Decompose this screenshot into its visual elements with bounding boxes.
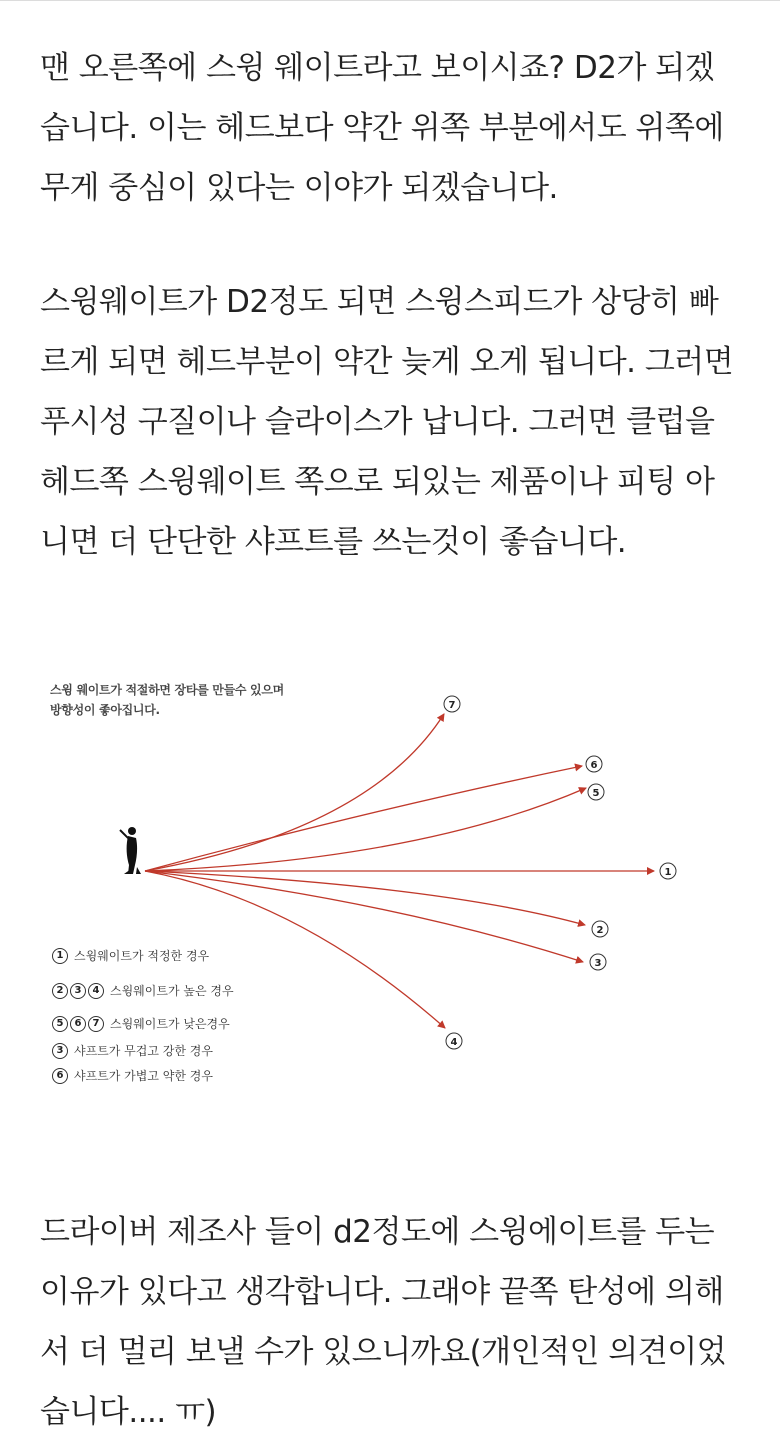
legend-marker: 4	[88, 983, 104, 999]
trajectory-arrow-3	[145, 871, 583, 962]
legend-marker: 6	[70, 1016, 86, 1032]
legend-marker: 3	[52, 1043, 68, 1059]
trajectory-label-2: 2	[596, 925, 604, 936]
legend-markers	[52, 948, 68, 964]
legend-text: 스윙웨이트가 높은 경우	[110, 984, 234, 998]
golfer-silhouette-icon	[120, 827, 141, 874]
trajectory-label-7: 7	[448, 700, 456, 711]
legend-marker: 5	[52, 1016, 68, 1032]
paragraph-3: 드라이버 제조사 들이 d2정도에 스윙에이트를 두는 이유가 있다고 생각합니다. 그래야 끝쪽 탄성에 의해 서 더 멀리 보낼 수가 있으니까요(개인적인 의견이었 습니다.... ㅠ)	[40, 1214, 727, 1430]
legend-markers	[52, 1068, 68, 1084]
legend-text: 샤프트가 가볍고 약한 경우	[74, 1069, 213, 1083]
legend-markers	[52, 983, 104, 999]
top-divider	[0, 0, 780, 1]
trajectory-label-5: 5	[592, 788, 600, 799]
legend-text: 스윙웨이트가 적정한 경우	[74, 949, 210, 963]
legend-row	[52, 982, 234, 999]
legend-text: 샤프트가 무겁고 강한 경우	[74, 1044, 213, 1058]
legend-text: 스윙웨이트가 낮은경우	[110, 1017, 230, 1031]
legend-marker: 1	[52, 948, 68, 964]
trajectory-arrow-6	[145, 766, 582, 871]
swing-weight-diagram	[40, 660, 730, 1100]
legend-row	[52, 947, 209, 964]
trajectory-canvas	[40, 660, 730, 1100]
paragraph-2: 스윙웨이트가 D2정도 되면 스윙스피드가 상당히 빠 르게 되면 헤드부분이 약간 늦게 오게 됩니다. 그러면 푸시성 구질이나 슬라이스가 납니다. 그러면 클럽을 헤드쪽 스윙웨이트 쪽으로 되있는 제품이나 피팅 아 니면 더 단단한 샤프트를 쓰는것이 좋습니다.	[40, 284, 734, 560]
legend-row	[52, 1067, 213, 1084]
legend-row	[52, 1015, 230, 1032]
diagram-caption: 스윙 웨이트가 적절하면 장타를 만들수 있으며 방향성이 좋아집니다.	[50, 683, 284, 717]
legend-marker: 3	[70, 983, 86, 999]
trajectory-label-4: 4	[450, 1037, 458, 1048]
legend-marker: 6	[52, 1068, 68, 1084]
trajectory-label-1: 1	[664, 867, 672, 878]
trajectory-label-3: 3	[594, 958, 602, 969]
legend-marker: 2	[52, 983, 68, 999]
trajectory-arrow-5	[145, 788, 586, 871]
legend-markers	[52, 1043, 68, 1059]
legend-markers	[52, 1016, 104, 1032]
trajectory-label-6: 6	[590, 760, 598, 771]
legend-marker: 7	[88, 1016, 104, 1032]
trajectory-arrow-7	[145, 714, 444, 871]
paragraph-1: 맨 오른쪽에 스윙 웨이트라고 보이시죠? D2가 되겠 습니다. 이는 헤드보다 약간 위쪽 부분에서도 위쪽에 무게 중심이 있다는 이야가 되겠습니다.	[40, 50, 724, 206]
legend-row	[52, 1042, 213, 1059]
